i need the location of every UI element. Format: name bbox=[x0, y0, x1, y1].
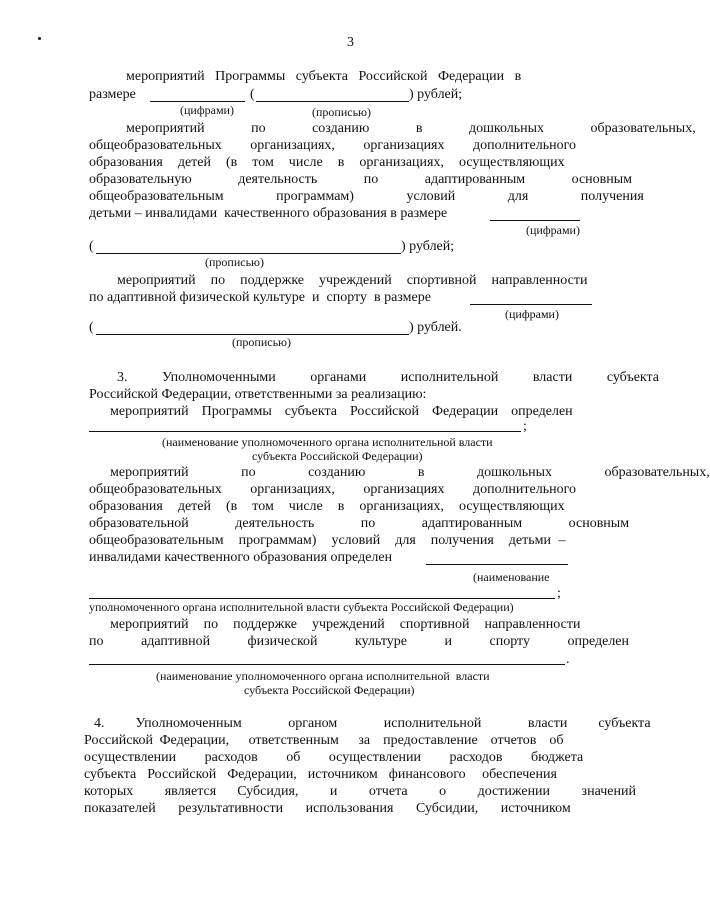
caption-digits: (цифрами) bbox=[505, 307, 559, 321]
amount-words-blank-1[interactable] bbox=[256, 101, 409, 102]
s4-line-5: которых является Субсидия, и отчета о достижении значений bbox=[84, 784, 636, 799]
amount-words-blank-2[interactable] bbox=[96, 253, 401, 254]
caption-authority: (наименование bbox=[473, 570, 550, 584]
s3-line-3: мероприятий Программы субъекта Российской Федерации определен bbox=[110, 404, 573, 419]
amount-digits-blank-3[interactable] bbox=[470, 304, 592, 305]
paren-open: ( bbox=[89, 239, 94, 254]
s3-line-12: мероприятий по поддержке учреждений спортивной направленности bbox=[110, 617, 581, 632]
caption-digits: (цифрами) bbox=[180, 103, 234, 117]
amount-digits-blank-2[interactable] bbox=[490, 220, 580, 221]
s3-line-2: Российской Федерации, ответственными за реализацию: bbox=[89, 387, 427, 402]
authority-name-blank-2b[interactable] bbox=[89, 598, 555, 599]
line-end-punct: ; bbox=[523, 419, 527, 434]
s3-line-5: мероприятий по созданию в дошкольных образовательных, bbox=[110, 465, 710, 480]
s4-line-2: Российской Федерации, ответственным за предоставление отчетов об bbox=[84, 733, 564, 748]
s2-line-10: мероприятий по поддержке учреждений спортивной направленности bbox=[117, 273, 588, 288]
caption-authority: субъекта Российской Федерации) bbox=[252, 449, 423, 463]
s2-line-6: образовательную деятельность по адаптированным основным bbox=[89, 172, 633, 187]
rubles-suffix: ) рублей; bbox=[401, 239, 455, 254]
rubles-suffix: ) рублей; bbox=[409, 87, 463, 102]
authority-name-blank-2a[interactable] bbox=[426, 564, 568, 565]
s4-line-4: субъекта Российской Федерации, источником финансового обеспечения bbox=[84, 767, 557, 782]
s3-line-10: инвалидами качественного образования определен bbox=[89, 550, 393, 565]
s3-line-9: общеобразовательным программам) условий для получения детьми – bbox=[89, 533, 566, 548]
s4-line-1: 4. Уполномоченным органом исполнительной власти субъекта bbox=[94, 716, 651, 731]
paren-open: ( bbox=[250, 87, 255, 102]
paren-open: ( bbox=[89, 320, 94, 335]
caption-words: (прописью) bbox=[312, 105, 372, 119]
rubles-suffix: ) рублей. bbox=[409, 320, 462, 335]
s2-line-11: по адаптивной физической культуре и спорту в размере bbox=[89, 290, 431, 305]
s2-line-8: детьми – инвалидами качественного образования в размере bbox=[89, 206, 448, 221]
s3-line-1: 3. Уполномоченными органами исполнительной власти субъекта bbox=[117, 370, 660, 385]
s2-line-4: общеобразовательных организациях, организациях дополнительного bbox=[89, 138, 576, 153]
caption-authority: уполномоченного органа исполнительной власти субъекта Российской Федерации) bbox=[89, 600, 514, 614]
s3-line-8: образовательной деятельность по адаптированным основным bbox=[89, 516, 630, 531]
caption-words: (прописью) bbox=[205, 255, 265, 269]
authority-name-blank-1[interactable] bbox=[89, 431, 521, 432]
s3-line-13: по адаптивной физической культуре и спорту определен bbox=[89, 634, 630, 649]
caption-authority: субъекта Российской Федерации) bbox=[244, 683, 415, 697]
line-end-punct: . bbox=[566, 652, 570, 667]
page-number: 3 bbox=[347, 35, 354, 50]
s2-line-5: образования детей (в том числе в организациях, осуществляющих bbox=[89, 155, 565, 170]
s2-line-7: общеобразовательным программам) условий для получения bbox=[89, 189, 644, 204]
s2-line-2-label: размере bbox=[89, 87, 136, 102]
amount-digits-blank-1[interactable] bbox=[150, 101, 245, 102]
caption-authority: (наименование уполномоченного органа исполнительной власти bbox=[162, 435, 493, 449]
caption-digits: (цифрами) bbox=[526, 223, 580, 237]
s4-line-3: осуществлении расходов об осуществлении расходов бюджета bbox=[84, 750, 584, 765]
scan-dot bbox=[38, 37, 41, 40]
s3-line-7: образования детей (в том числе в организациях, осуществляющих bbox=[89, 499, 565, 514]
s2-line-1: мероприятий Программы субъекта Российской Федерации в bbox=[126, 69, 522, 84]
authority-name-blank-3[interactable] bbox=[89, 664, 565, 665]
s4-line-6: показателей результативности использования Субсидии, источником bbox=[84, 801, 571, 816]
s2-line-3: мероприятий по созданию в дошкольных образовательных, bbox=[126, 121, 696, 136]
caption-authority: (наименование уполномоченного органа исполнительной власти bbox=[156, 669, 490, 683]
line-end-punct: ; bbox=[557, 586, 561, 601]
s3-line-6: общеобразовательных организациях, организациях дополнительного bbox=[89, 482, 576, 497]
caption-words: (прописью) bbox=[232, 335, 292, 349]
